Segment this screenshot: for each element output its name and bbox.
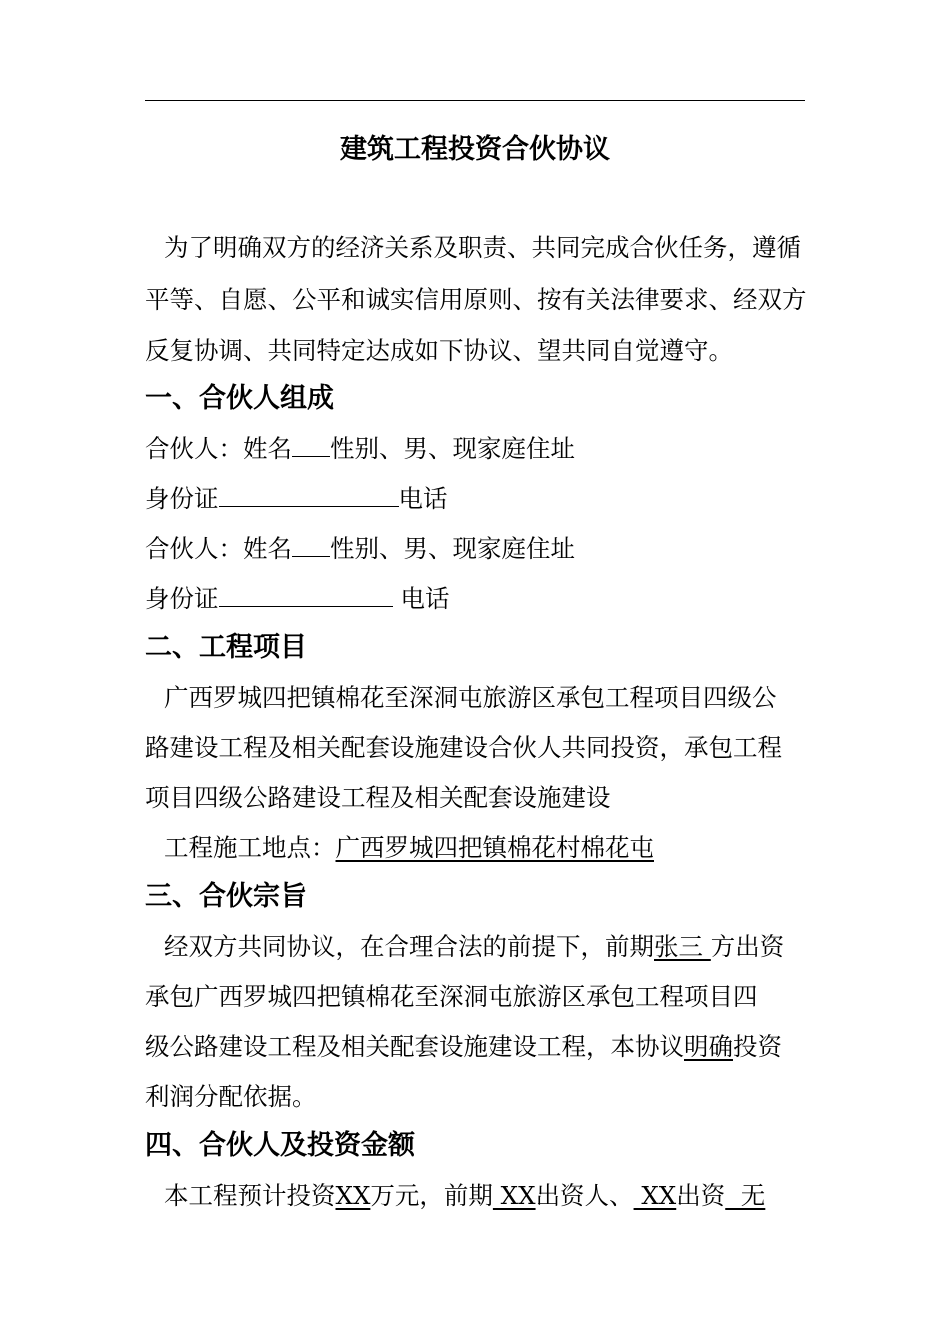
section-heading-2: 二、工程项目: [145, 632, 307, 663]
partner-1-id-line: [145, 474, 807, 524]
purpose-party-name: 张三: [654, 932, 711, 961]
header-rule: [145, 100, 805, 101]
partner-1-line: [145, 424, 807, 474]
project-line-3: 项目四级公路建设工程及相关配套设施建设: [145, 783, 611, 812]
investment-text-b: 万元，前期: [370, 1181, 493, 1210]
purpose-line-4: 利润分配依据。: [145, 1082, 317, 1111]
section-heading-4: 四、合伙人及投资金额: [145, 1130, 415, 1161]
site-label: 工程施工地点：: [164, 833, 336, 862]
partner-1-name-blank[interactable]: [292, 432, 330, 457]
id-2-blank[interactable]: [219, 582, 393, 607]
purpose-text-b: 方出资: [710, 932, 785, 961]
investment-line: [145, 1171, 826, 1221]
investment-text-c: 出资人、: [535, 1181, 634, 1210]
purpose-line-3: [145, 1022, 807, 1072]
partner-2-prefix: 合伙人：姓名: [145, 534, 292, 563]
project-line-1: 广西罗城四把镇棉花至深洞屯旅游区承包工程项目四级公: [164, 683, 777, 712]
id-1-blank[interactable]: [219, 482, 399, 507]
partner-1-prefix: 合伙人：姓名: [145, 434, 292, 463]
partner-1-suffix: 性别、男、现家庭住址: [330, 434, 575, 463]
section-heading-3: 三、合伙宗旨: [145, 881, 307, 912]
intro-line-2: 平等、自愿、公平和诚实信用原则、按有关法律要求、经双方: [145, 285, 807, 314]
phone-1-label: 电话: [398, 484, 448, 513]
phone-2-label: 电话: [400, 584, 450, 613]
purpose-text-a: 经双方共同协议，在合理合法的前提下，前期: [164, 932, 654, 961]
project-line-2: 路建设工程及相关配套设施建设合伙人共同投资，承包工程: [145, 733, 782, 762]
partner-2-suffix: 性别、男、现家庭住址: [330, 534, 575, 563]
document-title: 建筑工程投资合伙协议: [340, 134, 610, 165]
investment-text-d: 出资: [676, 1181, 726, 1210]
section-heading-1: 一、合伙人组成: [145, 383, 334, 414]
investor-2: XX: [633, 1181, 677, 1210]
site-line: [145, 823, 826, 873]
investment-text-a: 本工程预计投资: [164, 1181, 336, 1210]
purpose-underlined: 明确: [684, 1032, 733, 1061]
id-1-label: 身份证: [145, 484, 219, 513]
partner-2-name-blank[interactable]: [292, 532, 330, 557]
id-2-label: 身份证: [145, 584, 219, 613]
investment-amount: XX: [335, 1181, 371, 1210]
investor-1: XX: [492, 1181, 536, 1210]
investment-none: 无: [725, 1181, 766, 1210]
partner-2-line: [145, 524, 807, 574]
purpose-text-c: 级公路建设工程及相关配套设施建设工程，本协议: [145, 1032, 684, 1061]
purpose-text-d: 投资: [733, 1032, 782, 1061]
intro-line-1: 为了明确双方的经济关系及职责、共同完成合伙任务，遵循: [164, 233, 801, 262]
purpose-line-2: 承包广西罗城四把镇棉花至深洞屯旅游区承包工程项目四: [145, 982, 758, 1011]
intro-line-3: 反复协调、共同特定达成如下协议、望共同自觉遵守。: [145, 336, 733, 365]
site-value: 广西罗城四把镇棉花村棉花屯: [335, 833, 654, 862]
partner-2-id-line: [145, 574, 807, 624]
purpose-line-1: [145, 922, 826, 972]
